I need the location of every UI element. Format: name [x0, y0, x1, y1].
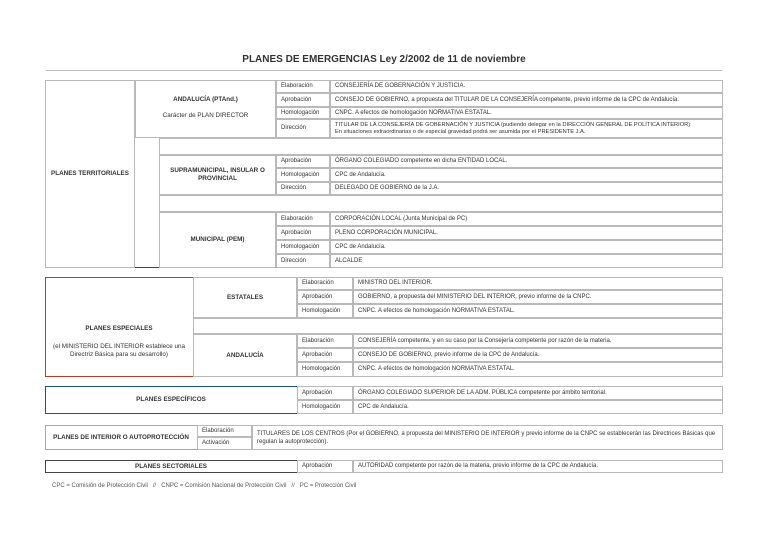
supra-value-homologacion: CPC de Andalucía.: [330, 168, 723, 182]
municipal-value-elaboracion: CORPORACIÓN LOCAL (Junta Municipal de PC): [330, 212, 723, 226]
estatales-key-aprobacion: Aprobación: [297, 290, 353, 304]
estatales-key-homologacion: Homologación: [297, 304, 353, 318]
ptand-direccion-line2: En situaciones extraordinarias o de especial gravedad podrá ser asumida por el PRESIDENTE J.A.: [335, 128, 586, 135]
interior-label: PLANES DE INTERIOR O AUTOPROTECCIÓN: [53, 433, 189, 441]
page-title: PLANES DE EMERGENCIAS Ley 2/2002 de 11 de noviembre: [242, 54, 526, 65]
estatales-value-homologacion: CNPC. A efectos de homologación NORMATIVA ESTATAL.: [353, 304, 723, 318]
supra-key-direccion: Dirección: [276, 182, 330, 195]
esp-andalucia-key-aprobacion: Aprobación: [297, 348, 353, 362]
municipal-key-aprobacion: Aprobación: [276, 226, 330, 240]
ptand-key-aprobacion: Aprobación: [276, 93, 330, 107]
municipal-key-homologacion: Homologación: [276, 240, 330, 254]
ptand-value-homologacion: CNPC. A efectos de homologación NORMATIVA ESTATAL.: [330, 107, 723, 119]
territoriales-separator-2: [159, 195, 723, 212]
especificos-key-aprobacion: Aprobación: [297, 386, 353, 400]
ptand-direccion-line1: TITULAR DE LA CONSEJERÍA DE GOBERNACIÓN Y JUSTICIA (pudiendo delegar en la DIRECCIÓN GENERAL DE POLÍTICA INTERIOR): [335, 121, 691, 128]
especiales-sublabel: (el MINISTERIO DEL INTERIOR establece una Directriz Básica para su desarrollo): [52, 343, 186, 358]
territoriales-label: PLANES TERRITORIALES: [51, 170, 129, 177]
estatales-value-elaboracion: MINISTRO DEL INTERIOR.: [353, 277, 723, 290]
estatales-key-elaboracion: Elaboración: [297, 277, 353, 290]
title-divider: [46, 70, 722, 71]
estatales-value-aprobacion: GOBIERNO, a propuesta del MINISTERIO DEL INTERIOR, previo informe de la CNPC.: [353, 290, 723, 304]
esp-andalucia-label: ANDALUCÍA: [226, 351, 264, 359]
municipal-label: MUNICIPAL (PEM): [190, 236, 245, 243]
ptand-key-homologacion: Homologación: [276, 107, 330, 119]
esp-andalucia-key-homologacion: Homologación: [297, 362, 353, 377]
especificos-label: PLANES ESPECÍFICOS: [136, 396, 206, 403]
municipal-key-elaboracion: Elaboración: [276, 212, 330, 226]
ptand-value-elaboracion: CONSEJERÍA DE GOBERNACIÓN Y JUSTICIA.: [330, 80, 723, 93]
esp-andalucia-value-aprobacion: CONSEJO DE GOBIERNO, previo informe de la CPC de Andalucía.: [353, 348, 723, 362]
ptand-value-direccion: [330, 119, 723, 138]
ptand-sublabel: Carácter de PLAN DIRECTOR: [162, 112, 249, 119]
sectoriales-value-aprobacion: AUTORIDAD competente por razón de la materia, previo informe de la CPC de Andalucía.: [353, 460, 723, 473]
municipal-value-aprobacion: PLENO CORPORACIÓN MUNICIPAL.: [330, 226, 723, 240]
municipal-key-direccion: Dirección: [276, 254, 330, 268]
especificos-key-homologacion: Homologación: [297, 400, 353, 414]
especiales-separator: [193, 318, 723, 334]
supra-value-aprobacion: ÓRGANO COLEGIADO competente en dicha ENTIDAD LOCAL.: [330, 155, 723, 168]
sectoriales-label: PLANES SECTORIALES: [135, 462, 207, 470]
footer-legend: CPC = Comisión de Protección Civil // CNPC = Comisión Nacional de Protección Civil // PC = Protección Civil: [52, 483, 357, 489]
ptand-key-elaboracion: Elaboración: [276, 80, 330, 93]
municipal-value-direccion: ALCALDE: [330, 254, 723, 268]
supra-key-homologacion: Homologación: [276, 168, 330, 182]
ptand-label-cell: [135, 80, 276, 138]
supra-value-direccion: DELEGADO DE GOBIERNO de la J.A.: [330, 182, 723, 195]
interior-key-activacion: Activación: [197, 437, 252, 450]
especificos-value-homologacion: CPC de Andalucía.: [353, 400, 723, 414]
esp-andalucia-value-elaboracion: CONSEJERÍA competente, y en su caso por la Consejería competente por razón de la materia.: [353, 334, 723, 348]
interior-key-elaboracion: Elaboración: [197, 425, 252, 437]
esp-andalucia-value-homologacion: CNPC. A efectos de homologación NORMATIVA ESTATAL.: [353, 362, 723, 377]
interior-value: TITULARES DE LOS CENTROS (Por el GOBIERNO, a propuesta del MINISTERIO DE INTERIOR y previo informe de la CNPC se establecerán las Directrices Básicas que regulan la autoprotección).: [252, 425, 723, 450]
sectoriales-key-aprobacion: Aprobación: [297, 460, 353, 473]
supra-key-aprobacion: Aprobación: [276, 155, 330, 168]
estatales-label: ESTATALES: [226, 293, 264, 301]
especiales-label: PLANES ESPECIALES: [85, 325, 153, 332]
especificos-value-aprobacion: ÓRGANO COLEGIADO SUPERIOR DE LA ADM. PÚBLICA competente por ámbito territorial.: [353, 386, 723, 400]
territoriales-separator-1: [159, 138, 723, 155]
esp-andalucia-key-elaboracion: Elaboración: [297, 334, 353, 348]
supramunicipal-label: SUPRAMUNICIPAL, INSULAR O PROVINCIAL: [170, 167, 265, 182]
ptand-key-direccion: Dirección: [276, 119, 330, 138]
municipal-value-homologacion: CPC de Andalucía.: [330, 240, 723, 254]
ptand-label: ANDALUCÍA (PTAnd.): [173, 96, 238, 103]
ptand-value-aprobacion: CONSEJO DE GOBIERNO, a propuesta del TITULAR DE LA CONSEJERÍA competente, previo informe de la CPC de Andalucía.: [330, 93, 723, 107]
